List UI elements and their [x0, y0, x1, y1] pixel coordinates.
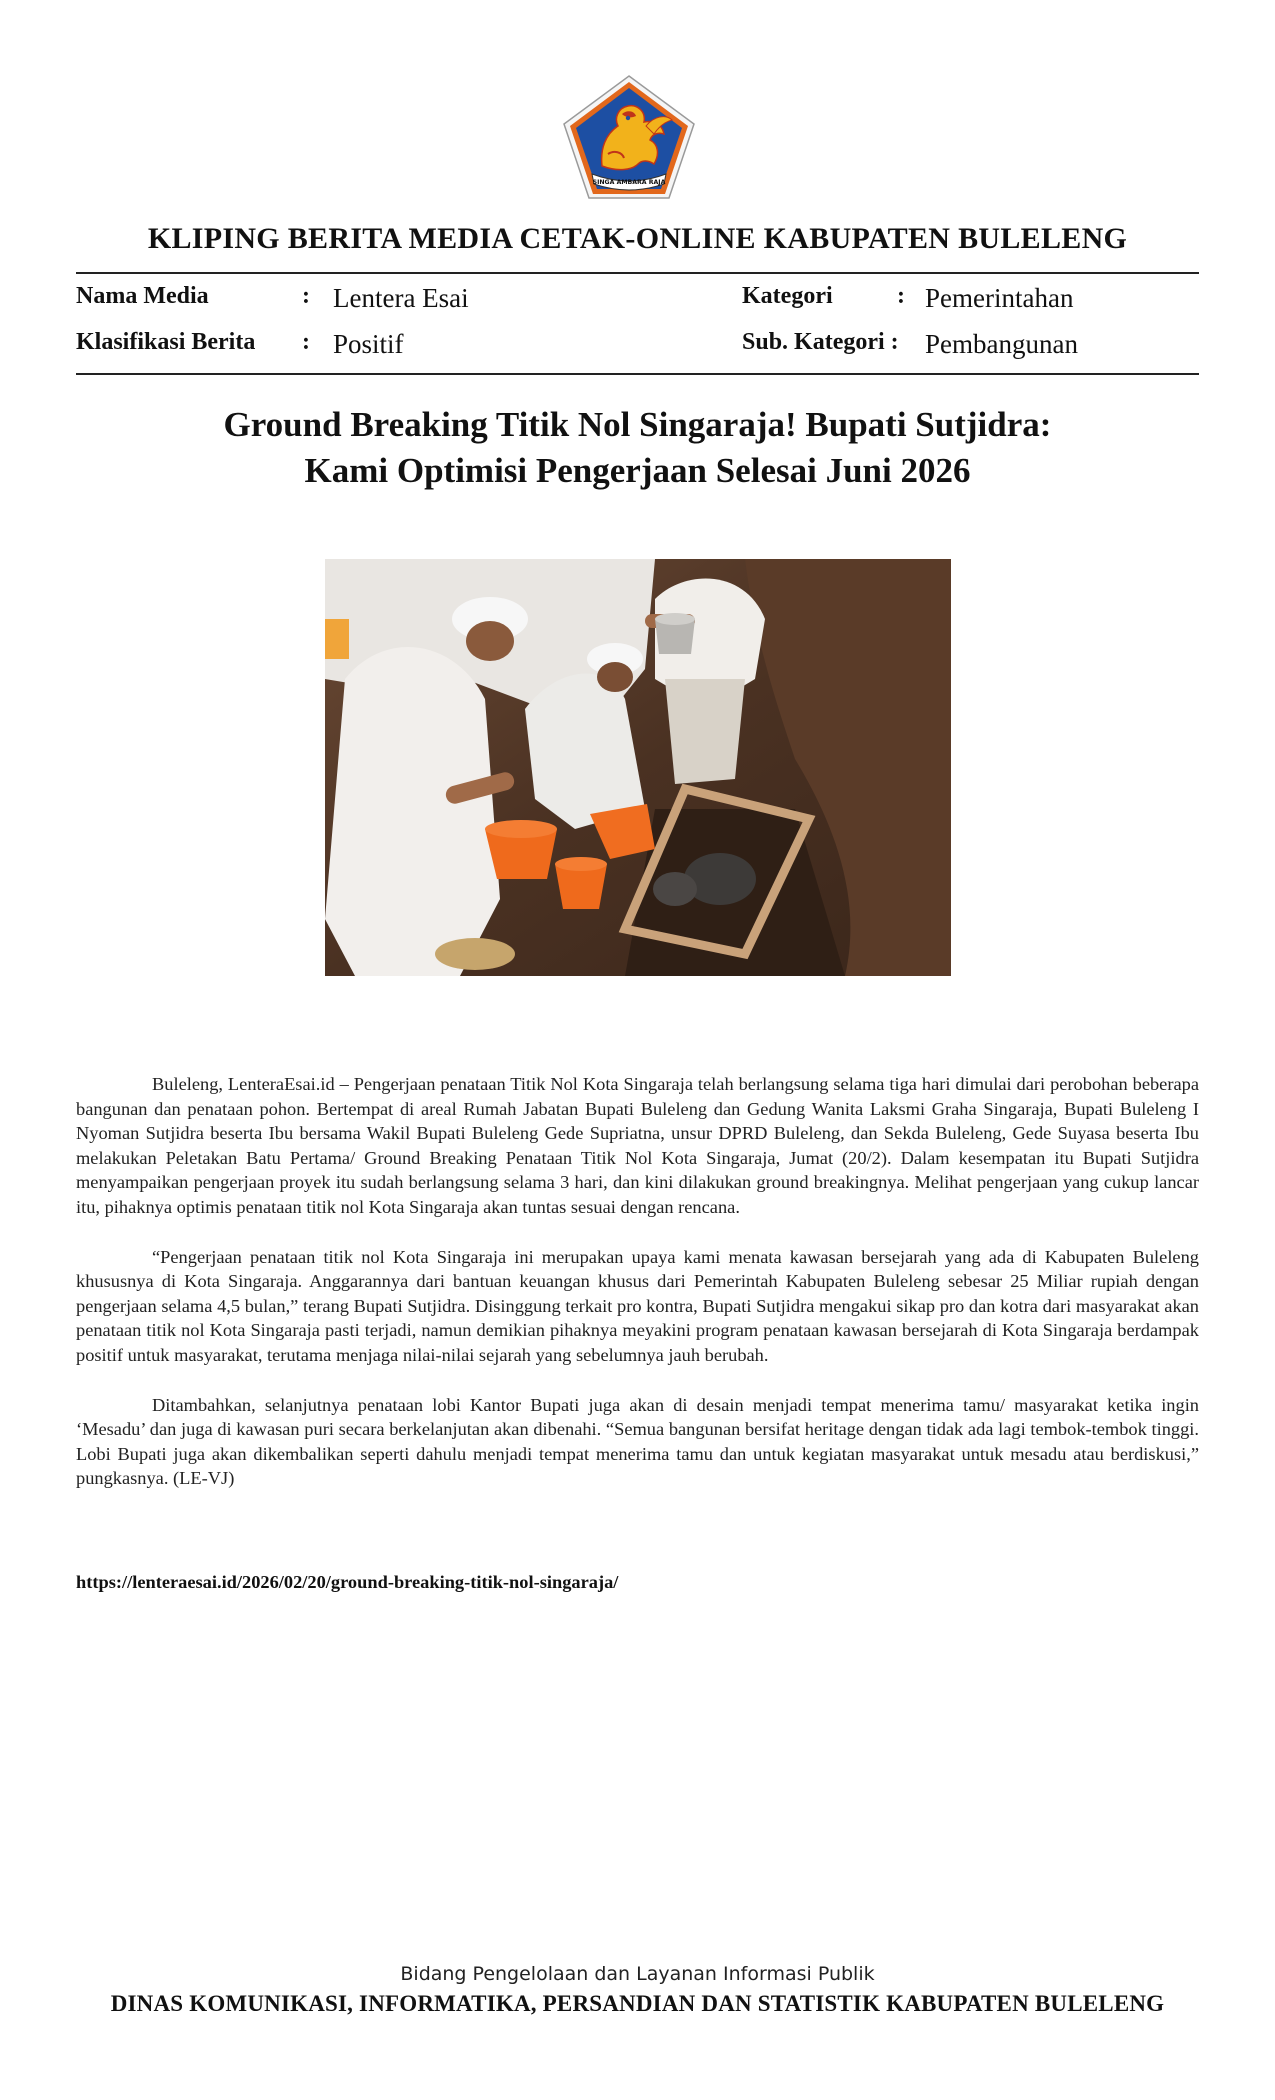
kategori-value: Pemerintahan [925, 283, 1074, 313]
klasifikasi-value: Positif [333, 329, 404, 359]
emblem-motto: SINGA AMBARA RAJA [592, 179, 666, 186]
article-paragraph-3: Ditambahkan, selanjutnya penataan lobi Kantor Bupati juga akan di desain menjadi tempat menerima tamu/ masyarakat ketika ingin ‘Mesadu’ dan juga di kawasan puri secara berkelanjutan akan dibenahi. “Semua bangunan bersifat heritage dengan tidak ada lagi tembok-tembok tinggi. Lobi Bupati juga akan dikembalikan seperti dahulu menjadi tempat menerima tamu dan untuk kegiatan masyarakat untuk mesadu atau berdiskusi,” pungkasnya. (LE-VJ) [76, 1394, 1199, 1489]
sub-kategori-label: Sub. Kategori : [742, 329, 899, 355]
footer-department: Bidang Pengelolaan dan Layanan Informasi Publik [400, 1963, 875, 1985]
article-headline [0, 402, 1275, 494]
kategori-label: Kategori [742, 283, 833, 309]
article-paragraph-2: “Pengerjaan penataan titik nol Kota Singaraja ini merupakan upaya kami menata kawasan bersejarah yang ada di Kabupaten Buleleng khususnya di Kota Singaraja. Anggarannya dari bantuan keuangan khusus dari Pemerintah Kabupaten Buleleng sebesar 25 Miliar rupiah dengan pengerjaan selama 4,5 bulan,” terang Bupati Sutjidra. Disinggung terkait pro kontra, Bupati Sutjidra mengakui sikap pro dan kotra dari masyarakat akan penataan titik nol Kota Singaraja pasti terjadi, namun demikian pihaknya meyakini program penataan kawasan bersejarah di Kota Singaraja berdampak positif untuk masyarakat, terutama menjaga nilai-nilai sejarah yang sebelumnya jauh berubah. [76, 1246, 1199, 1365]
klasifikasi-colon: : [302, 329, 310, 355]
masthead-title: KLIPING BERITA MEDIA CETAK-ONLINE KABUPATEN BULELENG [147, 222, 1128, 255]
singa-ambara-raja-emblem-icon [562, 74, 696, 200]
headline-line-1: Ground Breaking Titik Nol Singaraja! Bupati Sutjidra: [223, 405, 1052, 444]
nama-media-label: Nama Media [76, 283, 209, 309]
headline-line-2: Kami Optimisi Pengerjaan Selesai Juni 2026 [304, 451, 971, 490]
ground-breaking-ceremony-photo [325, 559, 951, 976]
article-body [76, 1072, 1199, 1516]
meta-divider [76, 373, 1199, 375]
sub-kategori-value: Pembangunan [925, 329, 1078, 359]
article-paragraph-1: Buleleng, LenteraEsai.id – Pengerjaan penataan Titik Nol Kota Singaraja telah berlangsung selama tiga hari dimulai dari perobohan beberapa bangunan dan penataan pohon. Bertempat di areal Rumah Jabatan Bupati Buleleng dan Gedung Wanita Laksmi Graha Singaraja, Bupati Buleleng I Nyoman Sutjidra beserta Ibu bersama Wakil Bupati Buleleng Gede Supriatna, unsur DPRD Buleleng, dan Sekda Buleleng, Gede Suyasa beserta Ibu melakukan Peletakan Batu Pertama/ Ground Breaking Penataan Titik Nol Kota Singaraja, Jumat (20/2). Dalam kesempatan itu Bupati Sutjidra menyampaikan pengerjaan proyek itu sudah berlangsung selama 3 hari, dan kini dilakukan ground breakingnya. Melihat pengerjaan yang cukup lancar itu, pihaknya optimis penataan titik nol Kota Singaraja akan tuntas sesuai dengan rencana. [76, 1074, 1199, 1217]
footer-agency: DINAS KOMUNIKASI, INFORMATIKA, PERSANDIAN DAN STATISTIK KABUPATEN BULELENG [110, 1991, 1165, 2016]
nama-media-colon: : [302, 283, 310, 309]
klasifikasi-label: Klasifikasi Berita [76, 329, 256, 355]
top-divider [76, 272, 1199, 274]
source-url-link[interactable]: https://lenteraesai.id/2026/02/20/ground-breaking-titik-nol-singaraja/ [76, 1572, 619, 1592]
kategori-colon: : [897, 283, 905, 309]
nama-media-value: Lentera Esai [333, 283, 469, 313]
